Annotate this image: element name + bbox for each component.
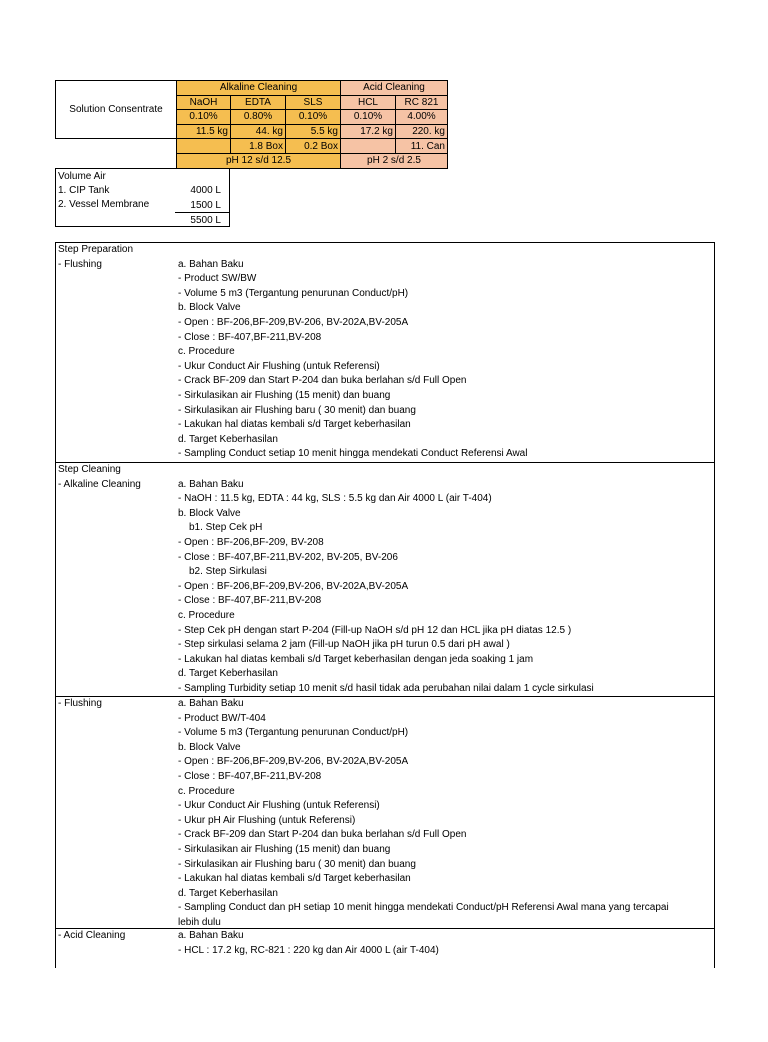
step-line: lebih dulu <box>178 917 221 928</box>
mass-naoh: 11.5 kg <box>177 124 231 139</box>
step-line: d. Target Keberhasilan <box>178 668 278 680</box>
step-line: b1. Step Cek pH <box>189 522 263 534</box>
step-line: - Volume 5 m3 (Tergantung penurunan Conduct/pH) <box>178 287 409 299</box>
step-line: - Close : BF-407,BF-211,BV-208 <box>178 771 322 782</box>
step-line: - Lakukan hal diatas kembali s/d Target keberhasilan <box>178 419 411 431</box>
percent-edta: 0.80% <box>231 110 286 125</box>
volume-total: 5500 L <box>190 215 221 226</box>
step-line: - Product SW/BW <box>178 273 257 285</box>
step-line: - Lakukan hal diatas kembali s/d Target keberhasilan <box>178 873 411 885</box>
pack-hcl <box>341 139 396 154</box>
step-line: - Ukur Conduct Air Flushing (untuk Referensi) <box>178 360 380 372</box>
volume-item-label: 1. CIP Tank <box>58 185 110 196</box>
section-header: Step Cleaning <box>58 464 121 475</box>
volume-air-box <box>55 168 230 227</box>
step-line: a. Bahan Baku <box>178 930 244 941</box>
step-line: a. Bahan Baku <box>178 698 244 709</box>
blank-cell <box>56 139 177 154</box>
chem-naoh: NaOH <box>177 95 231 110</box>
step-line: - Open : BF-206,BF-209,BV-206, BV-202A,BV-205A <box>178 580 409 592</box>
step-line: c. Procedure <box>178 610 235 621</box>
mass-hcl: 17.2 kg <box>341 124 396 139</box>
mass-edta: 44. kg <box>231 124 286 139</box>
sum-divider <box>175 212 230 213</box>
sub-label: - Flushing <box>58 258 102 270</box>
chem-edta: EDTA <box>231 95 286 110</box>
step-line: - Ukur pH Air Flushing (untuk Referensi) <box>178 814 356 826</box>
pack-edta: 1.8 Box <box>231 139 286 154</box>
step-line: - Ukur Conduct Air Flushing (untuk Referensi) <box>178 800 380 812</box>
chem-rc821: RC 821 <box>396 95 448 110</box>
step-line: - Crack BF-209 dan Start P-204 dan buka berlahan s/d Full Open <box>178 375 467 387</box>
step-line: - Lakukan hal diatas kembali s/d Target keberhasilan dengan jeda soaking 1 jam <box>178 653 534 665</box>
chem-sls: SLS <box>286 95 341 110</box>
volume-item-value: 4000 L <box>190 185 221 196</box>
percent-rc821: 4.00% <box>396 110 448 125</box>
sub-label: - Flushing <box>58 698 102 709</box>
mass-rc821: 220. kg <box>396 124 448 139</box>
step-line: - Close : BF-407,BF-211,BV-208 <box>178 331 322 343</box>
step-line: - Close : BF-407,BF-211,BV-202, BV-205, BV-206 <box>178 551 398 563</box>
section-flushing-after-alkaline <box>55 696 715 928</box>
volume-item-label: 2. Vessel Membrane <box>58 199 150 210</box>
alkaline-cleaning-header: Alkaline Cleaning <box>177 81 341 96</box>
step-line: - Sampling Turbidity setiap 10 menit s/d hasil tidak ada perubahan nilai dalam 1 cycle sirkulasi <box>178 683 594 694</box>
section-step-preparation <box>55 242 715 462</box>
step-line: b. Block Valve <box>178 741 241 753</box>
step-line: - Crack BF-209 dan Start P-204 dan buka berlahan s/d Full Open <box>178 829 467 841</box>
step-line: a. Bahan Baku <box>178 478 244 490</box>
blank-cell <box>56 153 177 168</box>
step-line: - Step Cek pH dengan start P-204 (Fill-up NaOH s/d pH 12 dan HCL jika pH diatas 12.5 ) <box>178 624 572 636</box>
acid-cleaning-header: Acid Cleaning <box>341 81 448 96</box>
pack-rc821: 11. Can <box>396 139 448 154</box>
step-line: d. Target Keberhasilan <box>178 433 278 445</box>
step-line: - Sampling Conduct dan pH setiap 10 menit hingga mendekati Conduct/pH Referensi Awal mana yang tercapai <box>178 902 669 914</box>
solution-table <box>55 80 448 169</box>
percent-sls: 0.10% <box>286 110 341 125</box>
pack-naoh <box>177 139 231 154</box>
step-line: - Sirkulasikan air Flushing (15 menit) dan buang <box>178 844 391 855</box>
step-line: b. Block Valve <box>178 302 241 314</box>
step-line: - Step sirkulasi selama 2 jam (Fill-up NaOH jika pH turun 0.5 dari pH awal ) <box>178 639 510 651</box>
step-line: - Sirkulasikan air Flushing baru ( 30 menit) dan buang <box>178 404 416 416</box>
step-line: - Volume 5 m3 (Tergantung penurunan Conduct/pH) <box>178 727 409 739</box>
step-line: c. Procedure <box>178 785 235 797</box>
step-line: - Sampling Conduct setiap 10 menit hingga mendekati Conduct Referensi Awal <box>178 448 528 460</box>
chem-hcl: HCL <box>341 95 396 110</box>
acid-ph-range: pH 2 s/d 2.5 <box>341 153 448 168</box>
steps-procedure <box>55 242 717 1042</box>
step-line: - Close : BF-407,BF-211,BV-208 <box>178 595 322 607</box>
step-line: a. Bahan Baku <box>178 258 244 270</box>
section-step-cleaning <box>55 462 715 696</box>
alkaline-ph-range: pH 12 s/d 12.5 <box>177 153 341 168</box>
sub-label: - Acid Cleaning <box>58 930 126 941</box>
solution-label: Solution Consentrate <box>56 81 177 139</box>
step-line: - Product BW/T-404 <box>178 712 266 724</box>
percent-naoh: 0.10% <box>177 110 231 125</box>
sub-label: - Alkaline Cleaning <box>58 478 141 490</box>
step-line: - NaOH : 11.5 kg, EDTA : 44 kg, SLS : 5.5 kg dan Air 4000 L (air T-404) <box>178 493 492 505</box>
mass-sls: 5.5 kg <box>286 124 341 139</box>
step-line: - Open : BF-206,BF-209,BV-206, BV-202A,BV-205A <box>178 756 409 768</box>
step-line: b2. Step Sirkulasi <box>189 566 267 578</box>
step-line: - Open : BF-206,BF-209,BV-206, BV-202A,BV-205A <box>178 317 409 328</box>
percent-hcl: 0.10% <box>341 110 396 125</box>
step-line: - Sirkulasikan air Flushing (15 menit) dan buang <box>178 390 391 401</box>
section-header: Step Preparation <box>58 244 134 255</box>
pack-sls: 0.2 Box <box>286 139 341 154</box>
section-acid-cleaning <box>55 928 715 968</box>
volume-title: Volume Air <box>58 171 106 182</box>
step-line: - Open : BF-206,BF-209, BV-208 <box>178 537 324 548</box>
step-line: c. Procedure <box>178 346 235 358</box>
volume-item-value: 1500 L <box>190 200 221 211</box>
step-line: - Sirkulasikan air Flushing baru ( 30 menit) dan buang <box>178 858 416 870</box>
step-line: - HCL : 17.2 kg, RC-821 : 220 kg dan Air 4000 L (air T-404) <box>178 944 439 956</box>
step-line: d. Target Keberhasilan <box>178 887 278 899</box>
step-line: b. Block Valve <box>178 507 241 519</box>
